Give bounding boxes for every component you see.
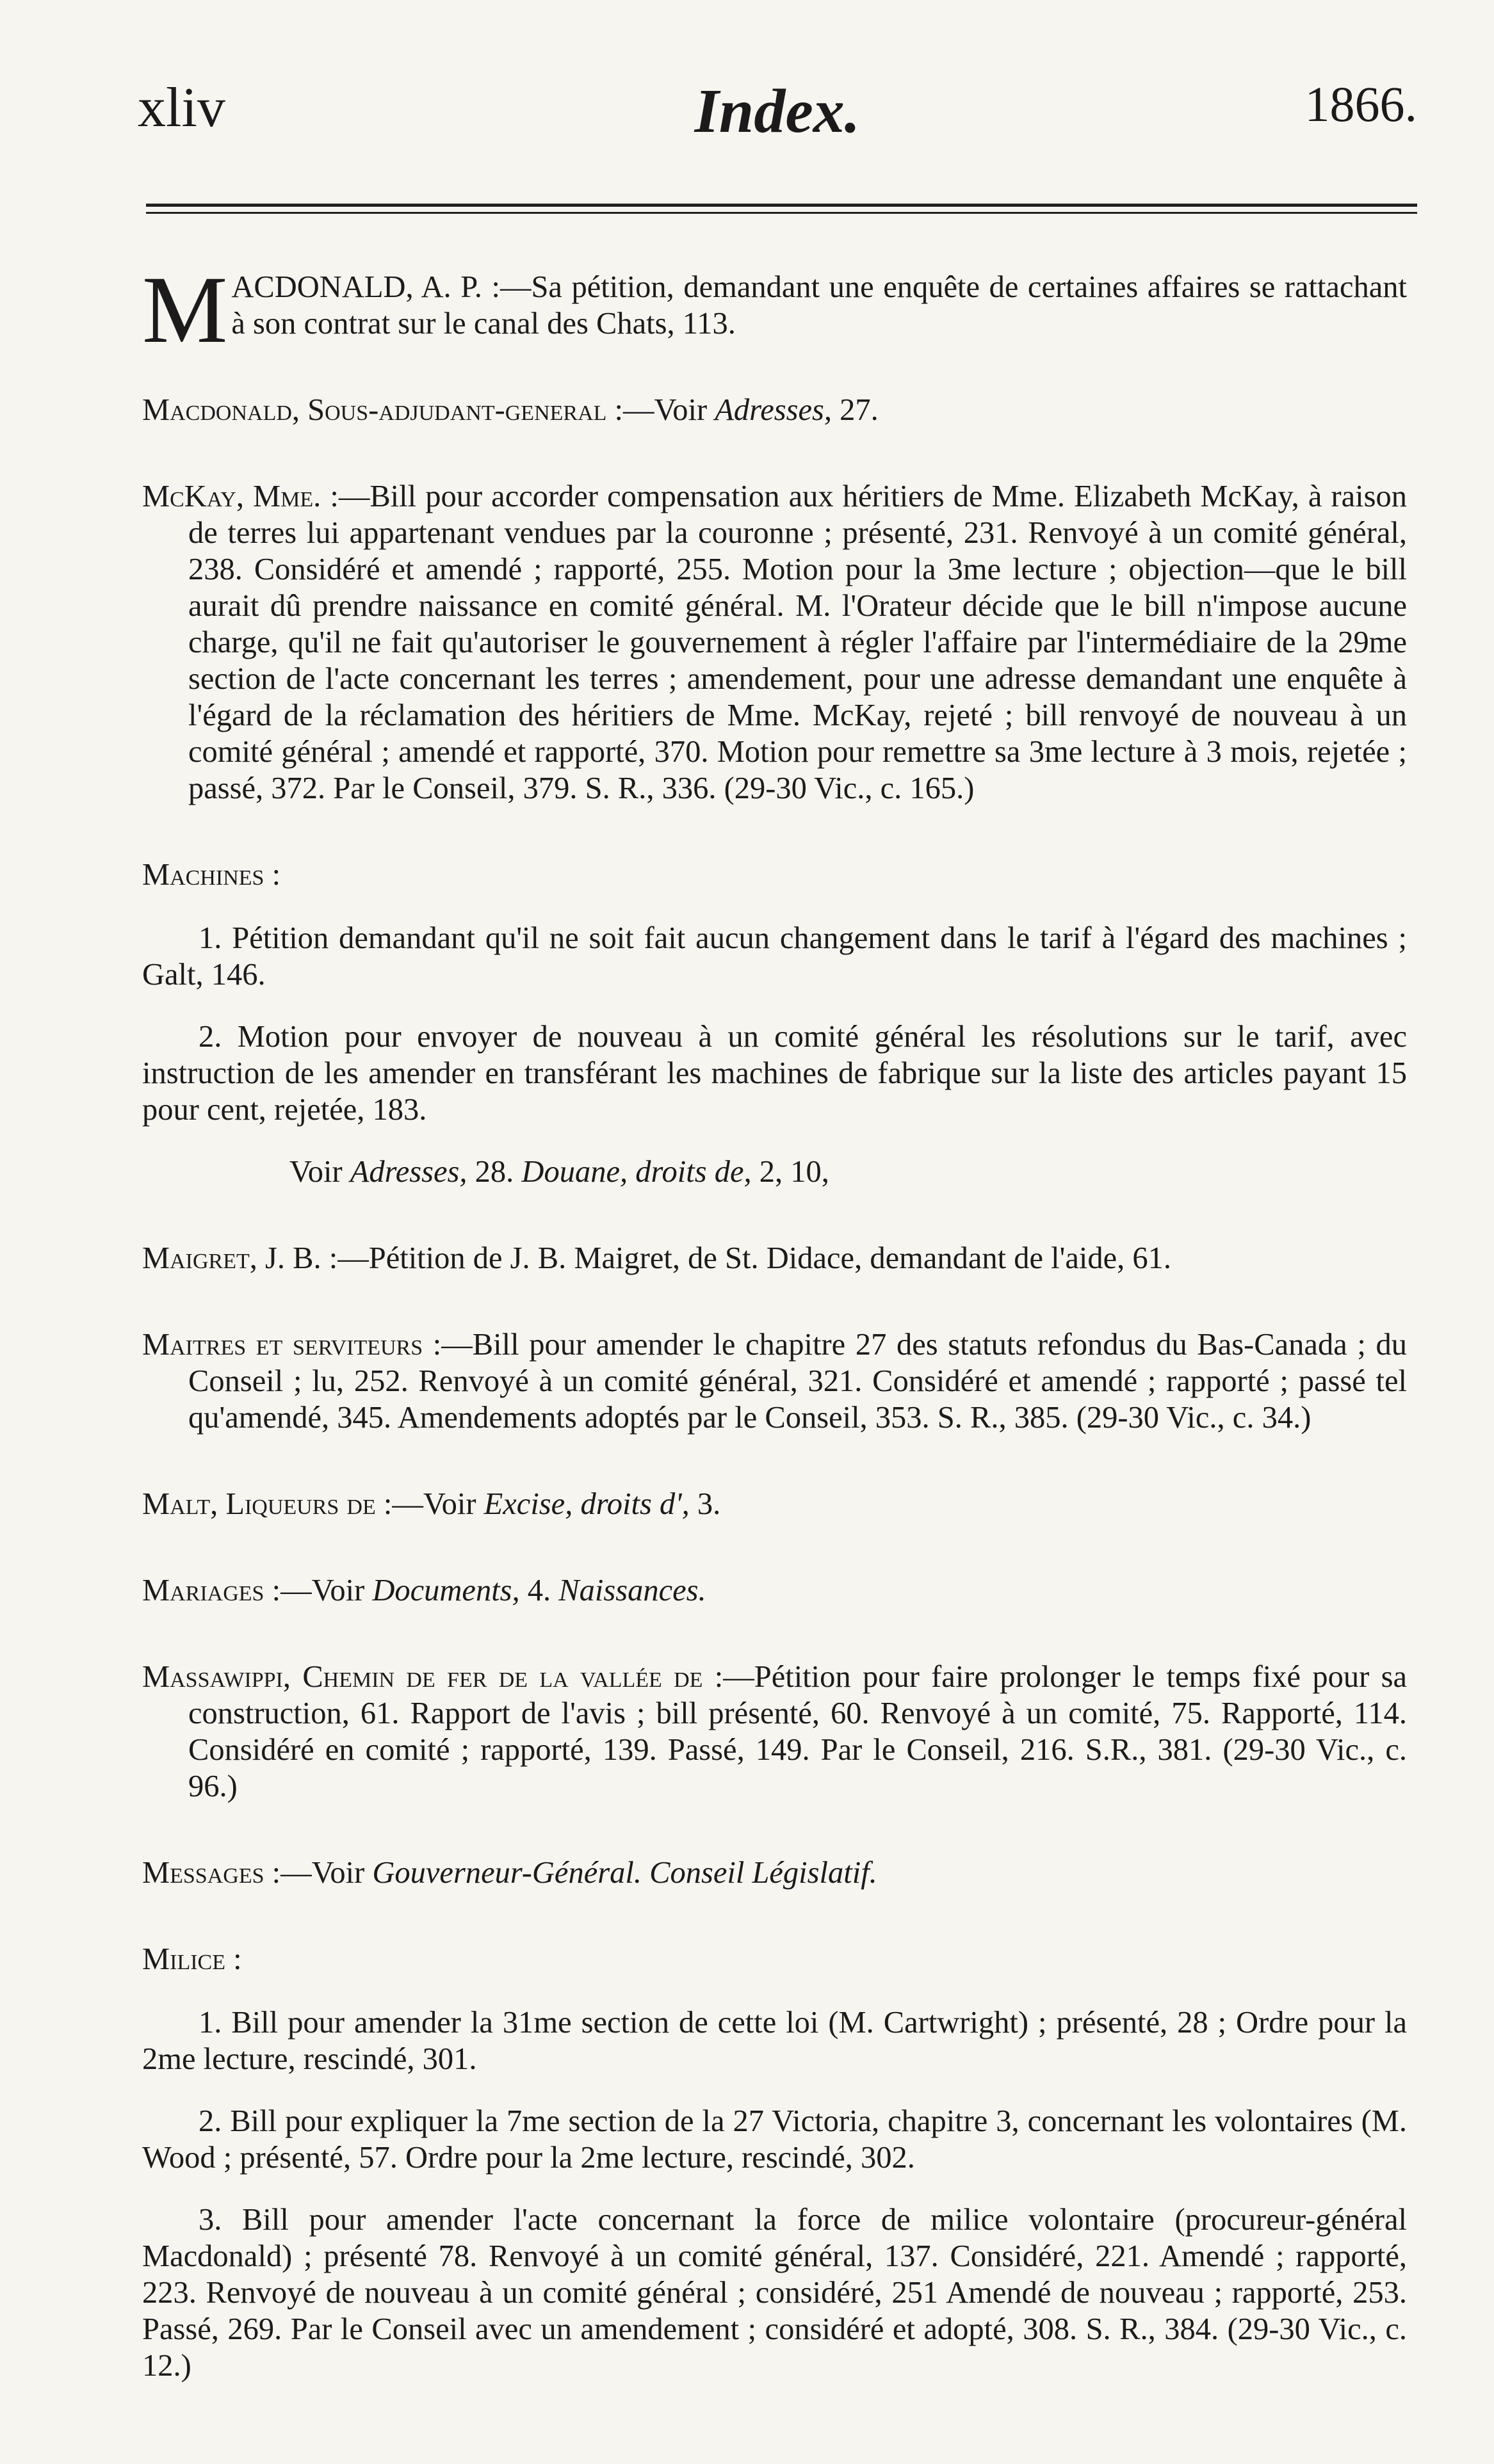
entry-after: 4. [519,1574,559,1607]
entry-head: McKay, Mme. [142,479,321,513]
entry-head: ACDONALD, A. P. [231,270,482,304]
entry-text: :—Voir [264,1574,373,1607]
page-title: Index. [694,77,861,146]
index-entry-messages [142,1855,1407,1891]
entry-text: :—Bill pour accorder compensation aux héritiers de Mme. Elizabeth McKay, à raison de terres lui appartenant vendues par la couronne ; présenté, 231. Renvoyé à un comité général, 238. Considéré et amendé ; rapporté, 255. Motion pour la 3me lecture ; objection—que le bill aurait dû prendre naissance en comité général. M. l'Orateur décide que le bill n'impose aucune charge, qu'il ne fait qu'autoriser le gouvernement à régler l'affaire par l'intermédiaire de la 29me section de l'acte concernant les terres ; amendement, pour une adresse demandant une enquête à l'égard de la réclamation des héritiers de Mme. McKay, rejeté ; bill renvoyé de nouveau à un comité général ; amendé et rapporté, 370. Motion pour remettre sa 3me lecture à 3 mois, rejetée ; passé, 372. Par le Conseil, 379. S. R., 336. (29-30 Vic., c. 165.) [188,479,1407,805]
entry-italic: Documents, [372,1574,520,1607]
see-after: 2, 10, [751,1155,829,1189]
index-entry-malt [142,1486,1407,1522]
entry-text: :—Voir [606,393,715,427]
entry-text: :—Pétition pour faire prolonger le temps fixé pour sa construction, 61. Rapport de l'avis ; bill présenté, 60. Renvoyé à un comité, 75. Rapporté, 114. Considéré en comité ; rapporté, 139. Passé, 149. Par le Conseil, 216. S.R., 381. (29-30 Vic., c. 96.) [188,1660,1407,1803]
machines-item-2: 2. Motion pour envoyer de nouveau à un comité général les résolutions sur le tarif, avec instruction de les amender en transférant les machines de fabrique sur la liste des articles payant 15 pour cent, rejetée, 183. [142,1020,1407,1127]
entry-head: Macdonald, Sous-adjudant-general [142,393,607,427]
machines-item-1: 1. Pétition demandant qu'il ne soit fait aucun changement dans le tarif à l'égard des machines ; Galt, 146. [142,921,1407,992]
index-entry-maigret [142,1240,1407,1276]
entry-head: Malt, Liqueurs de [142,1487,376,1521]
entry-text: :—Bill pour amender le chapitre 27 des statuts refondus du Bas-Canada ; du Conseil ; lu, 252. Renvoyé à un comité général, 321. Considéré et amendé ; rapporté ; passé tel qu'amendé, 345. Amendements adoptés par le Conseil, 353. S. R., 385. (29-30 Vic., c. 34.) [188,1328,1407,1435]
entry-after: 3. [689,1487,721,1521]
index-entry-maitres-serviteurs [142,1326,1407,1436]
entry-text: :—Sa pétition, demandant une enquête de certaines affaires se rattachant à son contrat sur le canal des Chats, 113. [231,270,1407,341]
entry-head: Massawippi, Chemin de fer de la vallée de [142,1660,703,1694]
entry-italic-2: Conseil Législatif. [649,1856,877,1890]
entry-head: Messages [142,1856,264,1890]
entry-after: 27. [832,393,879,427]
index-content [142,257,1407,2410]
index-entry-mariages [142,1572,1407,1609]
header-rule-thin [146,212,1417,214]
index-entry-macdonald-ap [142,257,1407,363]
see-ref-douane: Douane, droits de, [521,1155,752,1189]
entry-head: Mariages [142,1574,264,1607]
entry-italic: Gouverneur-Général. [372,1856,642,1890]
milice-item-1: 1. Bill pour amender la 31me section de cette loi (M. Cartwright) ; présenté, 28 ; Ordre pour la 2me lecture, rescindé, 301. [142,2006,1407,2076]
index-entry-mckay [142,478,1407,807]
entry-after [642,1856,649,1890]
index-heading-machines: Machines : [142,858,281,892]
entry-italic: Excise, droits d', [483,1487,690,1521]
drop-cap: M [142,257,228,363]
index-entry-massawippi [142,1659,1407,1805]
entry-italic: Adresses, [715,393,832,427]
machines-see-also [142,1154,1407,1190]
entry-text: :—Pétition de J. B. Maigret, de St. Didace, demandant de l'aide, 61. [321,1241,1172,1275]
index-entry-macdonald-sous-adjudant [142,392,1407,428]
header-rule [146,204,1417,207]
index-heading-milice: Milice : [142,1942,242,1976]
milice-item-3: 3. Bill pour amender l'acte concernant la force de milice volontaire (procureur-général Macdonald) ; présenté 78. Renvoyé à un comité général, 137. Considéré, 221. Amendé ; rapporté, 223. Renvoyé de nouveau à un comité général ; considéré, 251 Amendé de nouveau ; rapporté, 253. Passé, 269. Par le Conseil avec un amendement ; considéré et adopté, 308. S. R., 384. (29-30 Vic., c. 12.) [142,2203,1407,2383]
entry-head: Maigret, J. B. [142,1241,321,1275]
page-number: xliv [138,77,225,139]
entry-head: Maitres et serviteurs [142,1328,423,1362]
page-year: 1866. [1304,76,1417,132]
page-header [138,76,1417,165]
entry-italic-2: Naissances. [558,1574,706,1607]
see-ref-adresses: Adresses, [350,1155,467,1189]
entry-text: :—Voir [375,1487,484,1521]
see-mid: 28. [467,1155,522,1189]
entry-text: :—Voir [264,1856,373,1890]
milice-item-2: 2. Bill pour expliquer la 7me section de la 27 Victoria, chapitre 3, concernant les volontaires (M. Wood ; présenté, 57. Ordre pour la 2me lecture, rescindé, 302. [142,2104,1407,2175]
see-prefix: Voir [289,1155,350,1189]
